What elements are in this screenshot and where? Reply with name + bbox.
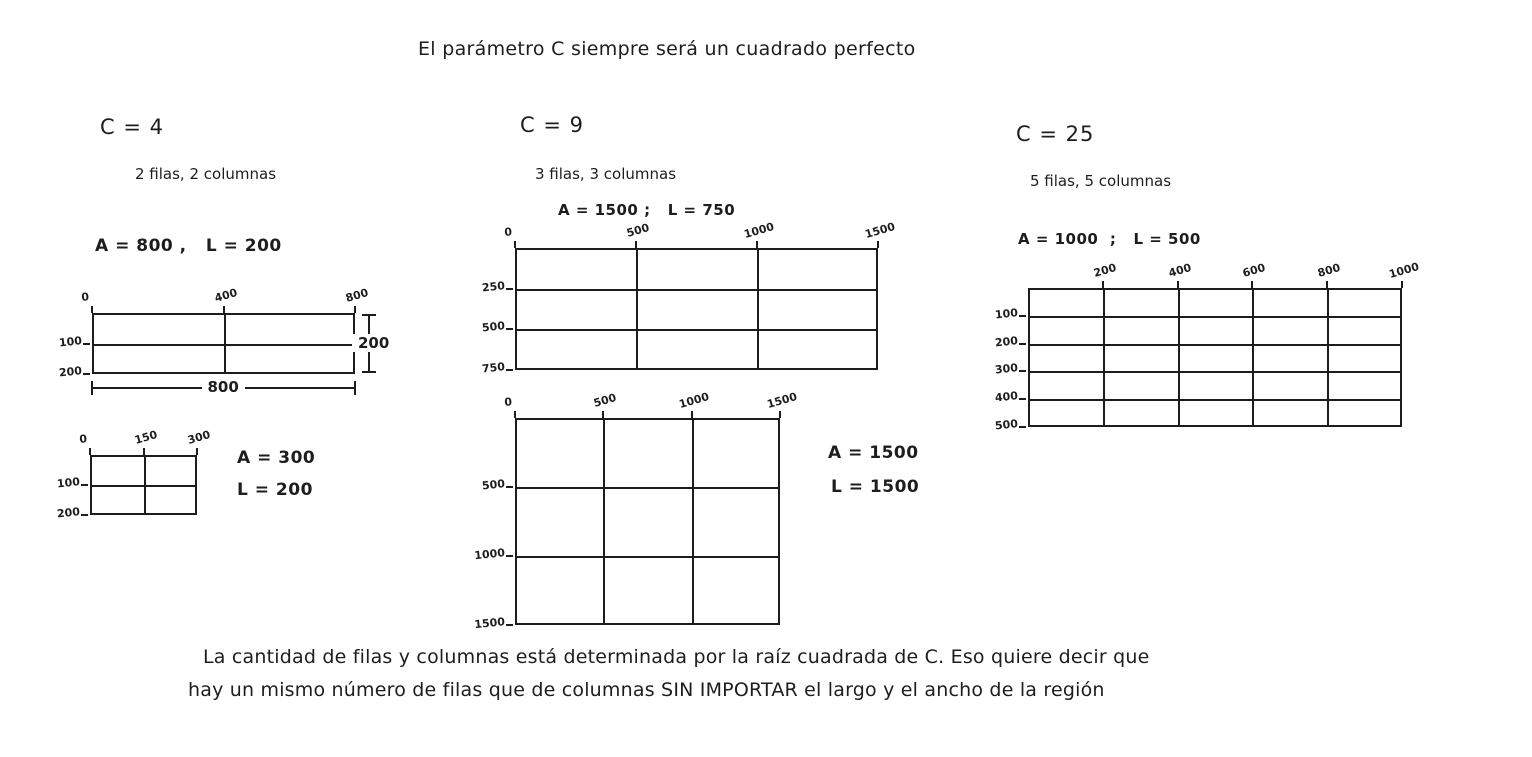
footer-note-line2: hay un mismo número de filas que de columnas SIN IMPORTAR el largo y el ancho de la región: [188, 679, 1105, 701]
width-measure-serif: [354, 381, 356, 395]
region-grid: [1028, 288, 1402, 427]
top-tick-label: 500: [592, 391, 619, 410]
footer-note-line1: La cantidad de filas y columnas está determinada por la raíz cuadrada de C. Eso quiere decir que: [203, 646, 1150, 668]
top-tick-label: 400: [212, 286, 239, 305]
left-tick-label: 100: [56, 475, 81, 491]
left-tick-label: 750: [481, 360, 506, 376]
left-tick-label: 1000: [473, 546, 506, 563]
top-tick-label: 150: [132, 428, 159, 447]
top-tick-label: 0: [78, 432, 88, 446]
grid-row-line: [515, 556, 780, 558]
tick-mark: [506, 486, 513, 488]
tick-mark: [506, 369, 513, 371]
left-tick-label: 500: [481, 477, 506, 493]
tick-mark: [1019, 315, 1026, 317]
grid-row-line: [1028, 371, 1402, 373]
tick-mark: [756, 241, 758, 248]
top-tick-label: 400: [1166, 261, 1193, 280]
panel-c4-grid1-label: A = 800 , L = 200: [95, 236, 282, 256]
top-tick-label: 500: [625, 221, 651, 240]
tick-mark: [691, 411, 693, 418]
left-tick-label: 500: [481, 319, 506, 335]
height-measure-serif: [362, 371, 376, 373]
left-tick-label: 1500: [473, 615, 506, 632]
top-tick-label: 1500: [765, 390, 799, 411]
tick-mark: [779, 411, 781, 418]
grid-row-line: [515, 289, 878, 291]
tick-mark: [143, 448, 145, 455]
tick-mark: [83, 343, 90, 345]
left-tick-label: 200: [58, 364, 83, 380]
tick-mark: [1251, 281, 1253, 288]
left-tick-label: 300: [994, 361, 1019, 377]
left-tick-label: 200: [994, 333, 1019, 350]
tick-mark: [877, 241, 879, 248]
grid-row-line: [515, 487, 780, 489]
tick-mark: [506, 624, 513, 626]
grid-row-line: [90, 485, 197, 487]
page-title: El parámetro C siempre será un cuadrado perfecto: [418, 38, 916, 60]
width-measure-label: 800: [202, 378, 245, 396]
tick-mark: [81, 484, 88, 486]
left-tick-label: 400: [994, 389, 1019, 405]
panel-c9-grid1-label: A = 1500 ; L = 750: [558, 201, 736, 219]
panel-c4-grid2-area-label: A = 300: [237, 448, 316, 468]
region-grid: [515, 248, 878, 370]
top-tick-label: 0: [80, 290, 90, 304]
tick-mark: [1102, 281, 1104, 288]
panel-c9-grid2-area-label: A = 1500: [828, 443, 919, 463]
grid-row-line: [1028, 316, 1402, 318]
panel-c4-subtitle: 2 filas, 2 columnas: [135, 165, 277, 183]
panel-c4-grid2-length-label: L = 200: [237, 480, 313, 500]
tick-mark: [89, 448, 91, 455]
tick-mark: [354, 306, 356, 313]
height-measure-serif: [362, 314, 376, 316]
grid-column-line: [603, 418, 605, 625]
top-tick-label: 800: [344, 286, 370, 305]
tick-mark: [91, 306, 93, 313]
top-tick-label: 300: [186, 428, 212, 447]
grid-row-line: [1028, 399, 1402, 401]
grid-column-line: [757, 248, 759, 370]
tick-mark: [1019, 343, 1026, 345]
tick-mark: [1177, 281, 1179, 288]
grid-row-line: [92, 344, 355, 346]
grid-column-line: [1327, 288, 1329, 427]
tick-mark: [1019, 398, 1026, 400]
panel-c25-subtitle: 5 filas, 5 columnas: [1030, 172, 1172, 190]
left-tick-label: 250: [481, 278, 506, 295]
height-measure-label: 200: [352, 334, 395, 352]
left-tick-label: 100: [994, 305, 1019, 322]
tick-mark: [506, 328, 513, 330]
tick-mark: [506, 288, 513, 290]
left-tick-label: 500: [994, 417, 1019, 433]
left-tick-label: 100: [58, 333, 83, 349]
top-tick-label: 200: [1091, 261, 1118, 280]
grid-row-line: [515, 329, 878, 331]
tick-mark: [1401, 281, 1403, 288]
top-tick-label: 600: [1241, 261, 1268, 280]
top-tick-label: 1000: [677, 390, 711, 411]
tick-mark: [635, 241, 637, 248]
tick-mark: [196, 448, 198, 455]
region-grid: [515, 418, 780, 625]
tick-mark: [223, 306, 225, 313]
panel-c4-heading: C = 4: [100, 115, 164, 139]
tick-mark: [1019, 426, 1026, 428]
top-tick-label: 1000: [1387, 260, 1421, 281]
grid-row-line: [1028, 344, 1402, 346]
top-tick-label: 1500: [863, 220, 897, 241]
panel-c9-subtitle: 3 filas, 3 columnas: [535, 165, 677, 183]
top-tick-label: 0: [503, 225, 513, 239]
tick-mark: [514, 411, 516, 418]
tick-mark: [81, 514, 88, 516]
tick-mark: [602, 411, 604, 418]
grid-column-line: [1252, 288, 1254, 427]
left-tick-label: 200: [56, 505, 81, 521]
grid-column-line: [1103, 288, 1105, 427]
grid-column-line: [636, 248, 638, 370]
top-tick-label: 0: [503, 395, 513, 409]
panel-c25-grid1-label: A = 1000 ; L = 500: [1018, 230, 1201, 248]
tick-mark: [83, 373, 90, 375]
top-tick-label: 1000: [742, 220, 776, 241]
panel-c25-heading: C = 25: [1016, 122, 1095, 146]
panel-c9-heading: C = 9: [520, 113, 584, 137]
width-measure-serif: [91, 381, 93, 395]
tick-mark: [506, 555, 513, 557]
tick-mark: [1019, 370, 1026, 372]
top-tick-label: 800: [1316, 261, 1343, 280]
grid-column-line: [1178, 288, 1180, 427]
tick-mark: [514, 241, 516, 248]
grid-column-line: [692, 418, 694, 625]
panel-c9-grid2-length-label: L = 1500: [831, 477, 920, 497]
tick-mark: [1326, 281, 1328, 288]
